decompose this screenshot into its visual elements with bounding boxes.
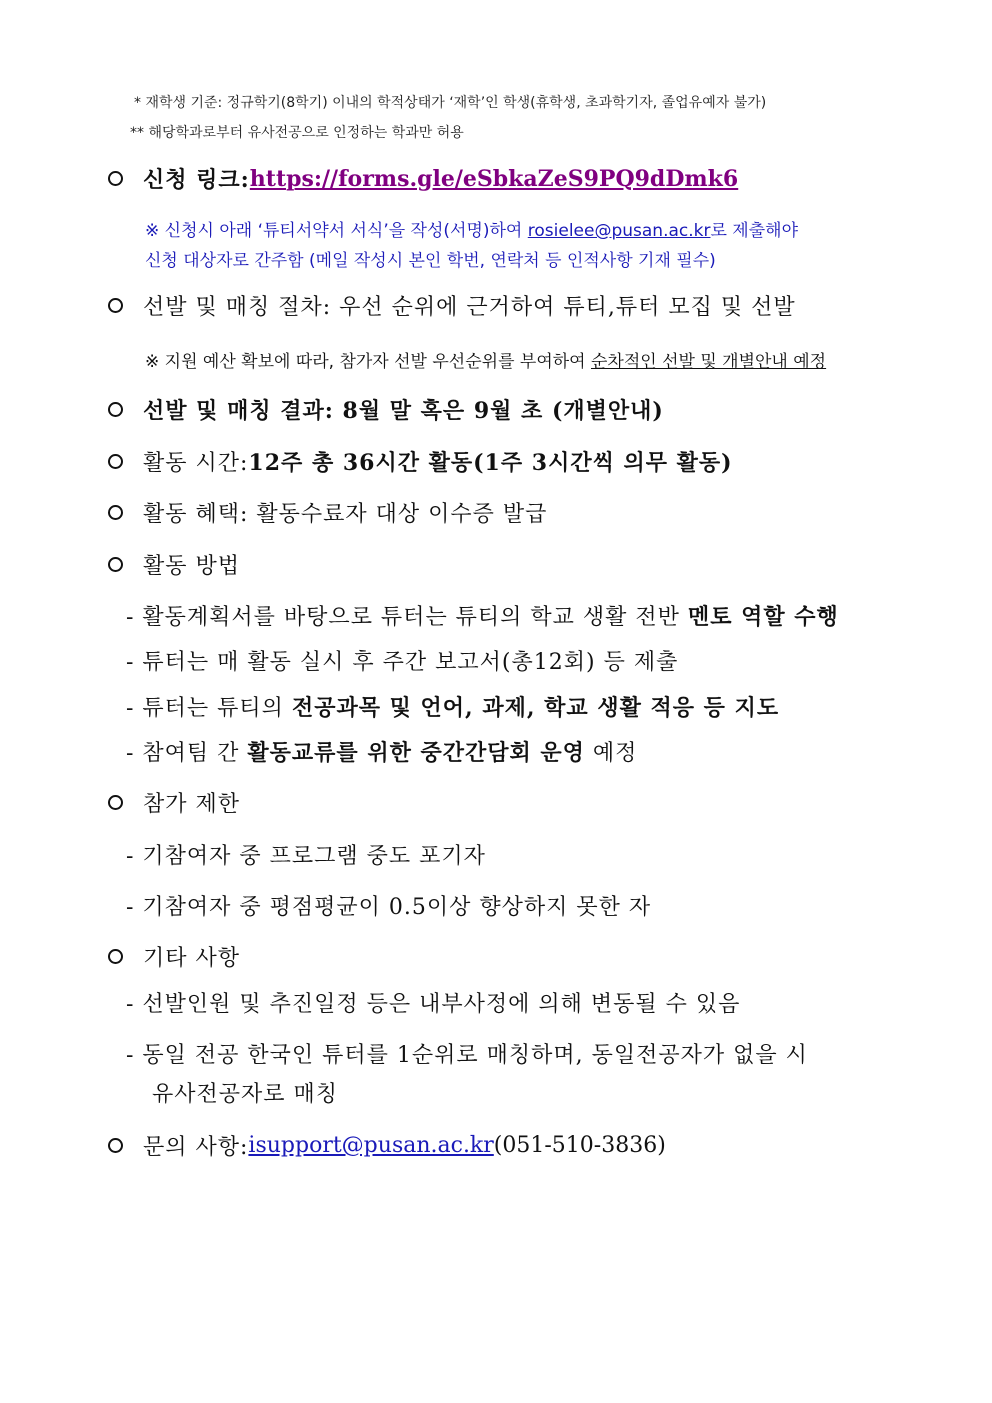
contact-label: 문의 사항:: [143, 1135, 249, 1160]
selection-note-pre: ※ 지원 예산 확보에 따라, 참가자 선발 우선순위를 부여하여: [145, 352, 591, 372]
etc-item-2-line2: 유사전공자로 매칭: [152, 1082, 339, 1107]
contact-email-link[interactable]: isupport@pusan.ac.kr: [248, 1133, 494, 1158]
section-selection-procedure: [108, 290, 796, 321]
apply-note-line2: 신청 대상자로 간주함 (메일 작성시 본인 학번, 연락처 등 인적사항 기재 필수): [145, 251, 716, 271]
method-title: 활동 방법: [143, 554, 241, 579]
section-selection-result: [108, 394, 664, 425]
section-contact: [108, 1130, 666, 1161]
section-activity-method: [108, 549, 240, 580]
result-text: 선발 및 매칭 결과: 8월 말 혹은 9월 초 (개별안내): [143, 398, 664, 424]
circle-bullet-icon: [108, 557, 123, 572]
apply-note-email-link[interactable]: rosielee@pusan.ac.kr: [527, 221, 711, 241]
method-item-3-bold: 전공과목 및 언어, 과제, 학교 생활 적응 등 지도: [291, 695, 780, 721]
method-item-1-bold: 멘토 역할 수행: [687, 604, 839, 630]
method-item-1-text: - 활동계획서를 바탕으로 튜터는 튜티의 학교 생활 전반: [126, 605, 688, 630]
method-item-2: - 튜터는 매 활동 실시 후 주간 보고서(총12회) 등 제출: [126, 650, 679, 675]
hours-value: 12주 총 36시간 활동(1주 3시간씩 의무 활동): [248, 450, 733, 476]
etc-title: 기타 사항: [143, 946, 241, 971]
note-similar-major: ** 해당학과로부터 유사전공으로 인정하는 학과만 허용: [130, 125, 464, 141]
limits-title: 참가 제한: [143, 792, 241, 817]
apply-note-post: 로 제출해야: [710, 221, 798, 241]
apply-note-line1: [145, 216, 798, 241]
method-item-4-post: 예정: [584, 741, 638, 766]
section-activity-benefit: [108, 497, 547, 528]
selection-note: [145, 347, 826, 372]
apply-label: 신청 링크:: [143, 167, 250, 193]
circle-bullet-icon: [108, 298, 123, 313]
section-other-matters: [108, 941, 240, 972]
limits-item-2: - 기참여자 중 평점평균이 0.5이상 향상하지 못한 자: [126, 895, 652, 920]
etc-item-1: - 선발인원 및 추진일정 등은 내부사정에 의해 변동될 수 있음: [126, 992, 741, 1017]
section-participation-limits: [108, 787, 240, 818]
circle-bullet-icon: [108, 402, 123, 417]
circle-bullet-icon: [108, 454, 123, 469]
circle-bullet-icon: [108, 171, 123, 186]
section-activity-hours: [108, 446, 733, 477]
method-item-4-bold: 활동교류를 위한 중간간담회 운영: [247, 740, 585, 766]
limits-item-1: - 기참여자 중 프로그램 중도 포기자: [126, 844, 486, 869]
circle-bullet-icon: [108, 505, 123, 520]
selection-note-underlined: 순차적인 선발 및 개별안내 예정: [591, 352, 827, 372]
apply-note-pre: ※ 신청시 아래 ‘튜티서약서 서식’을 작성(서명)하여: [145, 221, 528, 241]
method-item-4: [126, 736, 637, 767]
method-item-3: [126, 691, 779, 722]
etc-item-2-line1: - 동일 전공 한국인 튜터를 1순위로 매칭하며, 동일전공자가 없을 시: [126, 1043, 808, 1068]
circle-bullet-icon: [108, 795, 123, 810]
method-item-1: [126, 600, 839, 631]
method-item-4-text: - 참여팀 간: [126, 741, 248, 766]
benefit-text: 활동 혜택: 활동수료자 대상 이수증 발급: [143, 502, 548, 527]
section-apply-link: [108, 163, 738, 194]
circle-bullet-icon: [108, 949, 123, 964]
selection-text: 선발 및 매칭 절차: 우선 순위에 근거하여 튜티,튜터 모집 및 선발: [143, 295, 796, 320]
apply-form-link[interactable]: https://forms.gle/eSbkaZeS9PQ9dDmk6: [249, 165, 739, 192]
circle-bullet-icon: [108, 1138, 123, 1153]
hours-label: 활동 시간:: [143, 451, 249, 476]
method-item-3-text: - 튜터는 튜티의: [126, 696, 292, 721]
note-enrollment-criteria: * 재학생 기준: 정규학기(8학기) 이내의 학적상태가 ‘재학’인 학생(휴학생, 초과학기자, 졸업유예자 불가): [134, 95, 767, 111]
contact-phone: (051-510-3836): [493, 1133, 666, 1158]
